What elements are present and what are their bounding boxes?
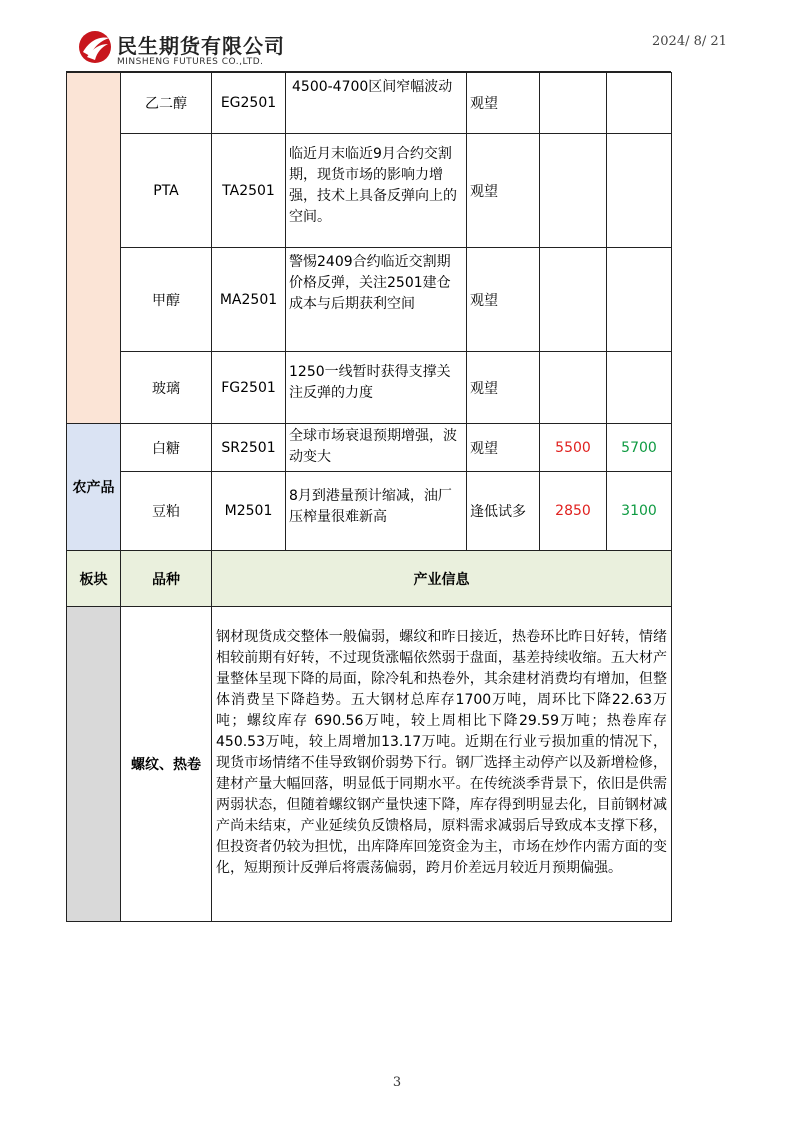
contract-code: EG2501: [212, 73, 286, 134]
industry-info-table: [66, 550, 672, 922]
operation-advice: 观望: [467, 134, 540, 248]
contract-code: SR2501: [212, 424, 286, 472]
company-name-cn: 民生期货有限公司: [117, 34, 285, 58]
resistance-price: 3100: [607, 472, 672, 551]
support-price: [540, 73, 607, 134]
table-row: [67, 424, 672, 472]
variety-name: 白糖: [121, 424, 212, 472]
col-header-info: 产业信息: [212, 551, 672, 607]
sector-cell: [67, 607, 121, 922]
operation-advice: 观望: [467, 352, 540, 424]
variety-outlook: 8月到港量预计缩减，油厂压榨量很难新高: [286, 472, 467, 551]
table-row: [67, 472, 672, 551]
table-row: [67, 248, 672, 352]
operation-advice: 观望: [467, 248, 540, 352]
support-price: [540, 134, 607, 248]
support-price: [540, 352, 607, 424]
resistance-price: [607, 73, 672, 134]
variety-outlook: 4500-4700区间窄幅波动: [286, 73, 467, 134]
table-row: [67, 607, 672, 922]
variety-name: 乙二醇: [121, 73, 212, 134]
variety-name: 螺纹、热卷: [121, 607, 212, 922]
col-header-variety: 品种: [121, 551, 212, 607]
support-price: 5500: [540, 424, 607, 472]
support-price: [540, 248, 607, 352]
contract-code: MA2501: [212, 248, 286, 352]
page-number: 3: [392, 1075, 402, 1090]
col-header-sector: 板块: [67, 551, 121, 607]
contract-code: TA2501: [212, 134, 286, 248]
contract-code: M2501: [212, 472, 286, 551]
table-row: [67, 134, 672, 248]
table-header-row: [67, 551, 672, 607]
variety-name: 甲醇: [121, 248, 212, 352]
variety-outlook: 临近月末临近9月合约交割期，现货市场的影响力增强，技术上具备反弹向上的空间。: [286, 134, 467, 248]
operation-advice: 观望: [467, 424, 540, 472]
report-date: 2024/ 8/ 21: [652, 34, 727, 49]
variety-outlook: 1250一线暂时获得支撑关注反弹的力度: [286, 352, 467, 424]
variety-name: PTA: [121, 134, 212, 248]
table-row: [67, 352, 672, 424]
table-row: [67, 73, 672, 134]
operation-advice: 观望: [467, 73, 540, 134]
resistance-price: 5700: [607, 424, 672, 472]
strategy-table: [66, 72, 672, 551]
variety-name: 豆粕: [121, 472, 212, 551]
company-name-en: MINSHENG FUTURES CO.,LTD.: [117, 57, 264, 67]
resistance-price: [607, 134, 672, 248]
variety-outlook: 警惕2409合约临近交割期价格反弹，关注2501建仓成本与后期获利空间: [286, 248, 467, 352]
support-price: 2850: [540, 472, 607, 551]
company-logo-icon: [78, 30, 112, 64]
industry-info-text: 钢材现货成交整体一般偏弱，螺纹和昨日接近，热卷环比昨日好转，情绪相较前期有好转，不过现货涨幅依然弱于盘面，基差持续收缩。五大材产量整体呈现下降的局面，除冷轧和热卷外，其余建材消费均有增加，但整体消费呈下降趋势。五大钢材总库存1700万吨，周环比下降22.63万吨；螺纹库存 690.56万吨，较上周相比下降29.59万吨；热卷库存450.53万吨，较上周增加13.17万吨。近期在行业亏损加重的情况下，现货市场情绪不佳导致钢价弱势下行。钢厂选择主动停产以及新增检修，建材产量大幅回落，明显低于同期水平。在传统淡季背景下，依旧是供需两弱状态，但随着螺纹钢产量快速下降，库存得到明显去化，目前钢材减产尚未结束，产业延续负反馈格局，原料需求减弱后导致成本支撑下移，但投资者仍较为担忧，出库降库回笼资金为主，市场在炒作内需方面的变化，短期预计反弹后将震荡偏弱，跨月价差远月较近月预期偏强。: [212, 607, 672, 922]
agri-section-label: 农产品: [67, 424, 121, 551]
variety-name: 玻璃: [121, 352, 212, 424]
resistance-price: [607, 352, 672, 424]
operation-advice: 逢低试多: [467, 472, 540, 551]
variety-outlook: 全球市场衰退预期增强，波动变大: [286, 424, 467, 472]
contract-code: FG2501: [212, 352, 286, 424]
chem-section-cell: [67, 73, 121, 424]
resistance-price: [607, 248, 672, 352]
